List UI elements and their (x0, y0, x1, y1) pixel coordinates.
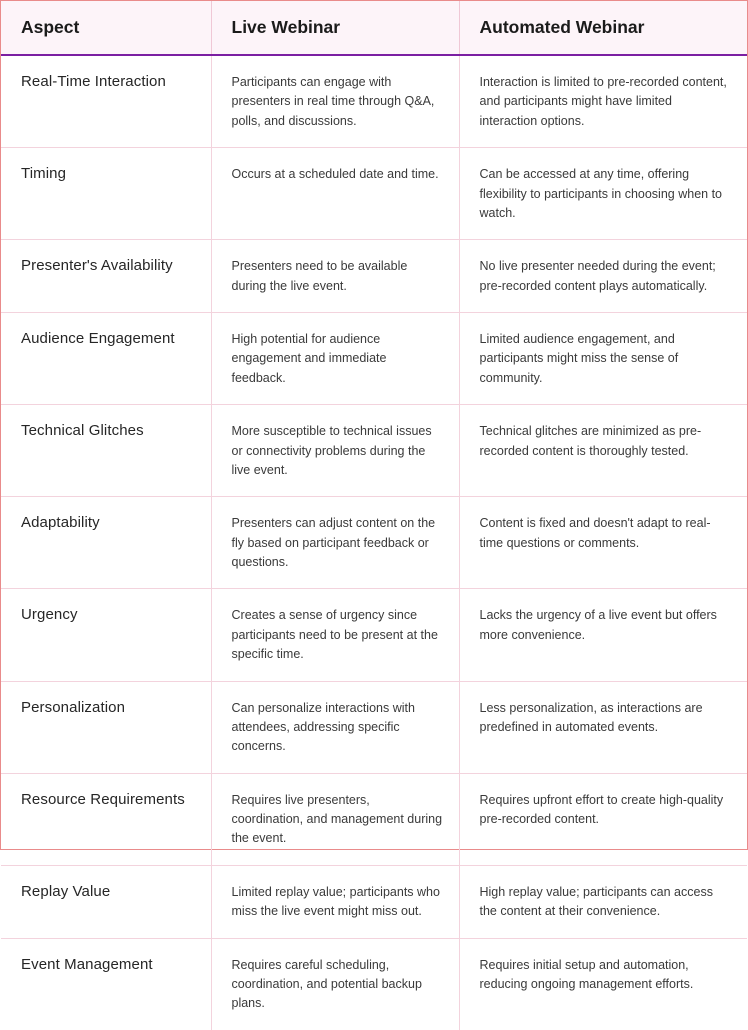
table-row (1, 681, 747, 773)
cell-automated: Limited audience engagement, and participants might miss the sense of community. (459, 313, 747, 405)
cell-automated: Can be accessed at any time, offering flexibility to participants in choosing when to watch. (459, 148, 747, 240)
cell-aspect: Real-Time Interaction (1, 55, 211, 148)
cell-live: Creates a sense of urgency since participants need to be present at the specific time. (211, 589, 459, 681)
table-row (1, 55, 747, 148)
cell-aspect: Presenter's Availability (1, 240, 211, 313)
cell-automated: Requires initial setup and automation, reducing ongoing management efforts. (479, 957, 694, 991)
table-row (1, 938, 747, 1030)
cell-aspect: Resource Requirements (1, 773, 211, 865)
table-row (1, 497, 747, 589)
table-row (1, 313, 747, 405)
cell-aspect: Adaptability (1, 497, 211, 589)
cell-live: More susceptible to technical issues or connectivity problems during the live event. (211, 405, 459, 497)
table-body (1, 55, 747, 1030)
cell-aspect: Technical Glitches (1, 405, 211, 497)
column-header-live-webinar: Live Webinar (211, 1, 459, 55)
cell-live: Limited replay value; participants who miss the live event might miss out. (211, 865, 459, 938)
cell-automated: High replay value; participants can access the content at their convenience. (459, 865, 747, 938)
cell-live: Presenters need to be available during the live event. (211, 240, 459, 313)
cell-aspect: Replay Value (1, 865, 211, 938)
cell-automated: Lacks the urgency of a live event but offers more convenience. (459, 589, 747, 681)
table-row (1, 773, 747, 865)
table-header-row (1, 1, 747, 55)
table-row (1, 405, 747, 497)
cell-live: Presenters can adjust content on the fly based on participant feedback or questions. (211, 497, 459, 589)
cell-live: Participants can engage with presenters in real time through Q&A, polls, and discussions. (211, 55, 459, 148)
cell-live: Requires live presenters, coordination, and management during the event. (211, 773, 459, 865)
cell-automated: Technical glitches are minimized as pre-recorded content is thoroughly tested. (459, 405, 747, 497)
cell-aspect: Urgency (1, 589, 211, 681)
table-header (1, 1, 747, 55)
cell-aspect: Event Management (1, 938, 211, 1030)
cell-live: Requires careful scheduling, coordination, and potential backup plans. (211, 938, 459, 1030)
cell-automated: Content is fixed and doesn't adapt to real-time questions or comments. (459, 497, 747, 589)
table-row (1, 865, 747, 938)
column-header-aspect: Aspect (1, 1, 211, 55)
table-row (1, 240, 747, 313)
cell-live: High potential for audience engagement and immediate feedback. (211, 313, 459, 405)
cell-aspect: Timing (1, 148, 211, 240)
cell-live: Occurs at a scheduled date and time. (211, 148, 459, 240)
table-row (1, 148, 747, 240)
cell-automated: Interaction is limited to pre-recorded content, and participants might have limited interaction options. (459, 55, 747, 148)
cell-aspect: Audience Engagement (1, 313, 211, 405)
column-header-automated-webinar: Automated Webinar (459, 1, 747, 55)
table-row (1, 589, 747, 681)
comparison-table (1, 1, 747, 1030)
cell-aspect: Personalization (1, 681, 211, 773)
cell-automated: Requires upfront effort to create high-quality pre-recorded content. (459, 773, 747, 865)
cell-automated: Less personalization, as interactions are predefined in automated events. (459, 681, 747, 773)
cell-automated: No live presenter needed during the event; pre-recorded content plays automatically. (459, 240, 747, 313)
cell-live: Can personalize interactions with attendees, addressing specific concerns. (211, 681, 459, 773)
